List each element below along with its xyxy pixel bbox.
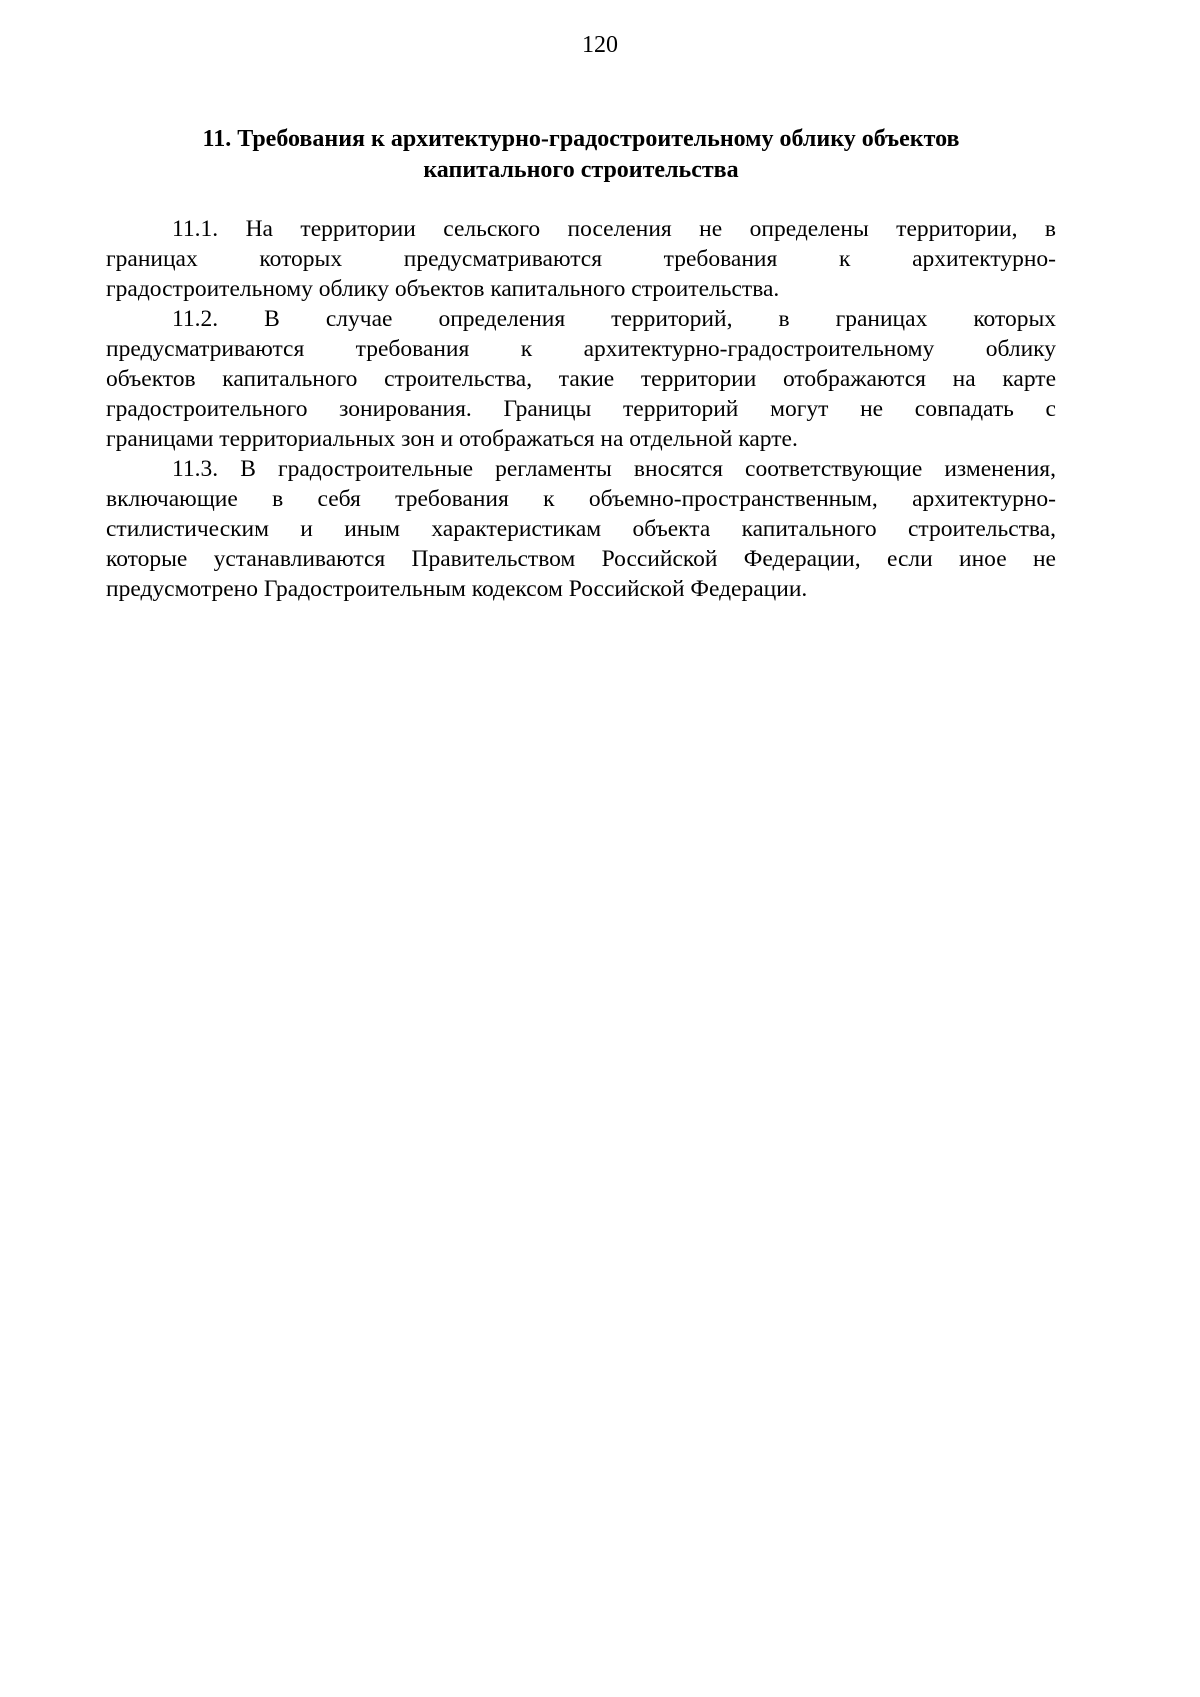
paragraph-11-2 [106,304,1056,454]
text-line: границами территориальных зон и отображаться на отдельной карте. [106,426,798,452]
text-line: 11.3. В градостроительные регламенты вносятся соответствующие изменения, [172,456,1056,482]
text-line: 11.2. В случае определения территорий, в границах которых [172,306,1056,332]
text-line: предусматриваются требования к архитектурно-градостроительному облику [106,336,1056,362]
text-line: которые устанавливаются Правительством Российской Федерации, если иное не [106,546,1056,572]
text-line: границах которых предусматриваются требования к архитектурно- [106,246,1056,272]
document-body [106,214,1056,604]
text-line: градостроительного зонирования. Границы территорий могут не совпадать с [106,396,1056,422]
section-heading [106,124,1056,186]
page-number: 120 [582,32,618,58]
text-line: предусмотрено Градостроительным кодексом Российской Федерации. [106,576,808,602]
paragraph-11-1 [106,214,1056,304]
heading-line: капитального строительства [423,157,739,183]
text-line: градостроительному облику объектов капитального строительства. [106,276,780,302]
text-line: включающие в себя требования к объемно-пространственным, архитектурно- [106,486,1056,512]
text-line: объектов капитального строительства, такие территории отображаются на карте [106,366,1056,392]
text-line: 11.1. На территории сельского поселения не определены территории, в [172,216,1056,242]
text-line: стилистическим и иным характеристикам объекта капитального строительства, [106,516,1056,542]
paragraph-11-3 [106,454,1056,604]
heading-line: 11. Требования к архитектурно-градостроительному облику объектов [202,126,960,152]
